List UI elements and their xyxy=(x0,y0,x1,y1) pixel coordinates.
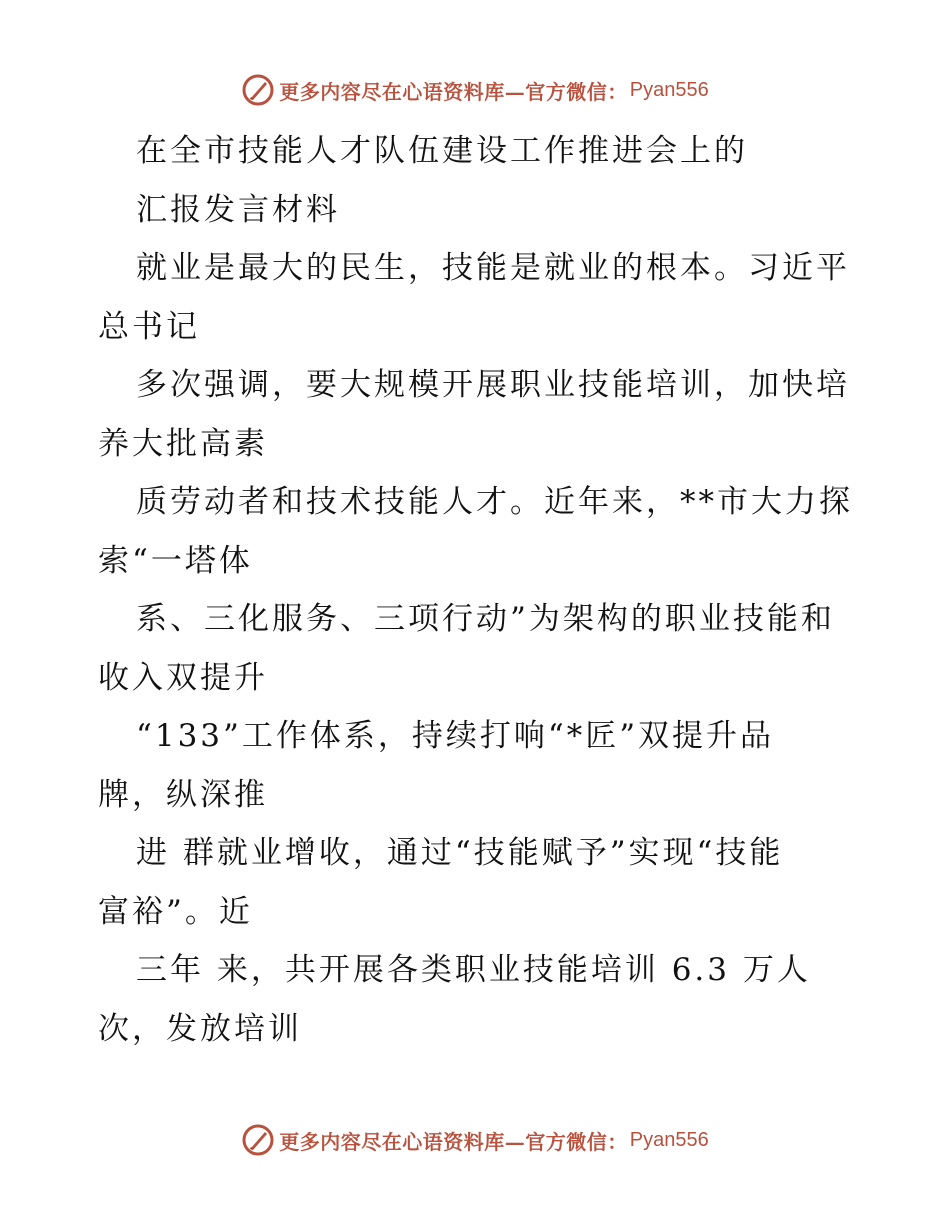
doc-text-line: 养大批高素 xyxy=(98,425,268,462)
header-watermark xyxy=(0,70,950,110)
doc-title-line-1: 在全市技能人才队伍建设工作推进会上的 xyxy=(136,133,748,169)
doc-text-line: 就业是最大的民生，技能是就业的根本。习近平 xyxy=(136,250,850,286)
doc-text-line: 进 群就业增收，通过“技能赋予”实现“技能 xyxy=(136,835,784,871)
doc-text-line: 收入双提升 xyxy=(98,659,268,696)
watermark-site-text: 更多内容尽在心语资料库—官方微信： xyxy=(279,1129,628,1154)
doc-text-line: 多次强调，要大规模开展职业技能培训，加快培 xyxy=(136,367,850,403)
footer-watermark xyxy=(0,1120,950,1160)
doc-text-line: 质劳动者和技术技能人才。近年来，**市大力探 xyxy=(136,484,853,520)
doc-text-line: 牌，纵深推 xyxy=(98,776,268,813)
watermark-site-text: 更多内容尽在心语资料库—官方微信： xyxy=(279,79,628,104)
doc-title-line-2: 汇报发言材料 xyxy=(136,191,340,228)
doc-text-line: 富裕”。近 xyxy=(98,893,253,930)
doc-text-line: 次，发放培训 xyxy=(98,1010,302,1047)
doc-text-line: “133”工作体系，持续打响“*匠”双提升品 xyxy=(136,718,775,754)
doc-text-line: 索“一塔体 xyxy=(98,542,253,579)
doc-text-line: 总书记 xyxy=(98,308,200,345)
quill-pen-logo-icon xyxy=(241,1123,275,1157)
doc-text-line: 三年 来，共开展各类职业技能培训 6.3 万人 xyxy=(136,952,811,988)
document-body xyxy=(98,122,858,1058)
watermark-wechat-id: Pyan556 xyxy=(629,1128,709,1151)
quill-pen-logo-icon xyxy=(241,73,275,107)
doc-text-line: 系、三化服务、三项行动”为架构的职业技能和 xyxy=(136,601,835,637)
watermark-wechat-id: Pyan556 xyxy=(629,78,709,101)
